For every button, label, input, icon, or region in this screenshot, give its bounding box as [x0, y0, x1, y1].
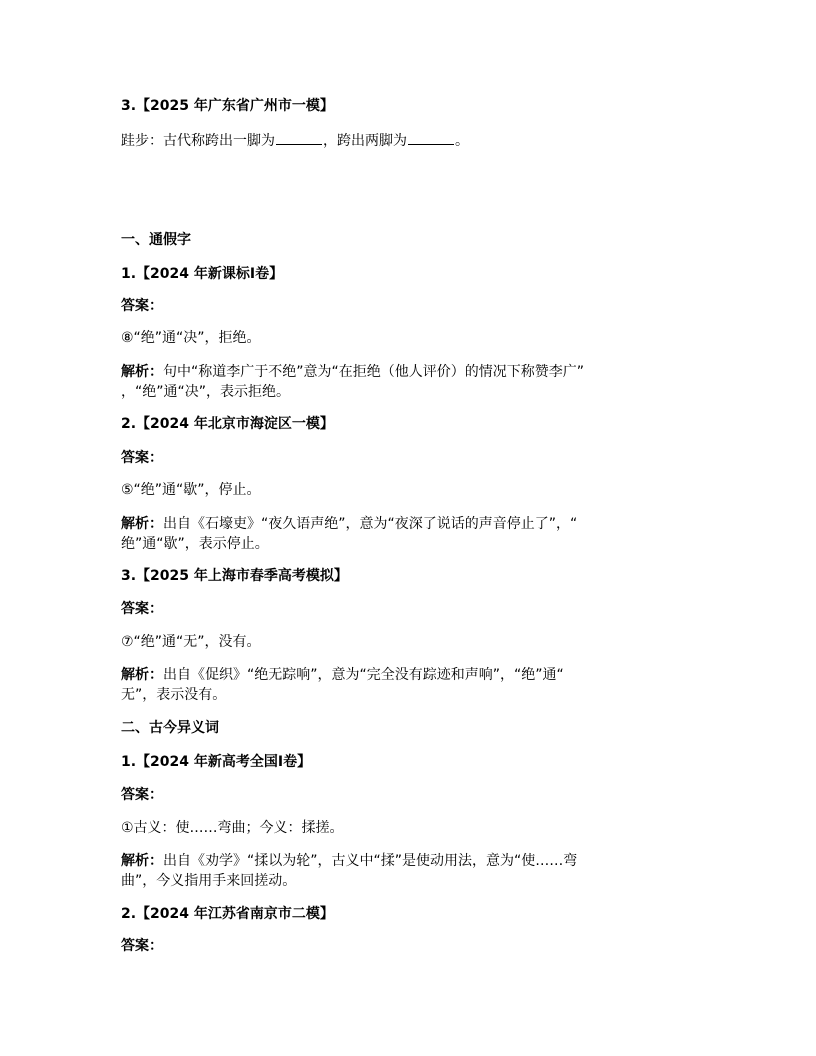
- question-text-part-b: ，跨出两脚为: [323, 133, 407, 149]
- analysis-line-1: [121, 514, 577, 534]
- question-text-part-a: 跬步：古代称跨出一脚为: [121, 133, 275, 149]
- question-text: [121, 130, 469, 151]
- answer-label: 答案：: [121, 601, 163, 617]
- analysis-text: 出自《劝学》“揉以为轮”，古义中“揉”是使动用法，意为“使……弯: [163, 853, 578, 869]
- answer-text: ⑧“绝”通“决”，拒绝。: [121, 330, 261, 346]
- answer-label: 答案：: [121, 938, 163, 954]
- analysis-line-1: [121, 851, 577, 871]
- answer-text: ①古义：使……弯曲；今义：揉搓。: [121, 820, 344, 836]
- item-header: 1.【2024 年新课标Ⅰ卷】: [121, 266, 284, 282]
- analysis-label: 解析：: [121, 667, 163, 683]
- analysis-text: 句中“称道李广于不绝”意为“在拒绝（他人评价）的情况下称赞李广”: [163, 364, 585, 380]
- analysis-line-2: 绝”通“歇”，表示停止。: [121, 536, 269, 552]
- analysis-label: 解析：: [121, 364, 163, 380]
- answer-label: 答案：: [121, 787, 163, 803]
- item-header: 2.【2024 年江苏省南京市二模】: [121, 906, 334, 922]
- section-title: 一、通假字: [121, 232, 191, 248]
- analysis-label: 解析：: [121, 516, 163, 532]
- answer-text: ⑤“绝”通“歇”，停止。: [121, 482, 261, 498]
- analysis-text: 出自《促织》“绝无踪响”，意为“完全没有踪迹和声响”，“绝”通“: [163, 667, 564, 683]
- answer-label: 答案：: [121, 450, 163, 466]
- item-header: 3.【2025 年上海市春季高考模拟】: [121, 568, 348, 584]
- analysis-text: 出自《石壕吏》“夜久语声绝”，意为“夜深了说话的声音停止了”，“: [163, 516, 578, 532]
- answer-blank-1: [276, 130, 322, 145]
- analysis-label: 解析：: [121, 853, 163, 869]
- answer-label: 答案：: [121, 298, 163, 314]
- analysis-line-2: 无”，表示没有。: [121, 687, 227, 703]
- analysis-line-1: [121, 362, 584, 382]
- item-header: 2.【2024 年北京市海淀区一模】: [121, 416, 334, 432]
- analysis-line-2: 曲”，今义指用手来回搓动。: [121, 873, 297, 889]
- section-title: 二、古今异义词: [121, 720, 219, 736]
- answer-blank-2: [408, 130, 454, 145]
- question-header: 3.【2025 年广东省广州市一模】: [121, 98, 334, 114]
- item-header: 1.【2024 年新高考全国Ⅰ卷】: [121, 754, 312, 770]
- analysis-line-1: [121, 665, 564, 685]
- analysis-line-2: ，“绝”通“决”，表示拒绝。: [121, 384, 291, 400]
- answer-text: ⑦“绝”通“无”，没有。: [121, 634, 261, 650]
- question-text-part-c: 。: [455, 133, 469, 149]
